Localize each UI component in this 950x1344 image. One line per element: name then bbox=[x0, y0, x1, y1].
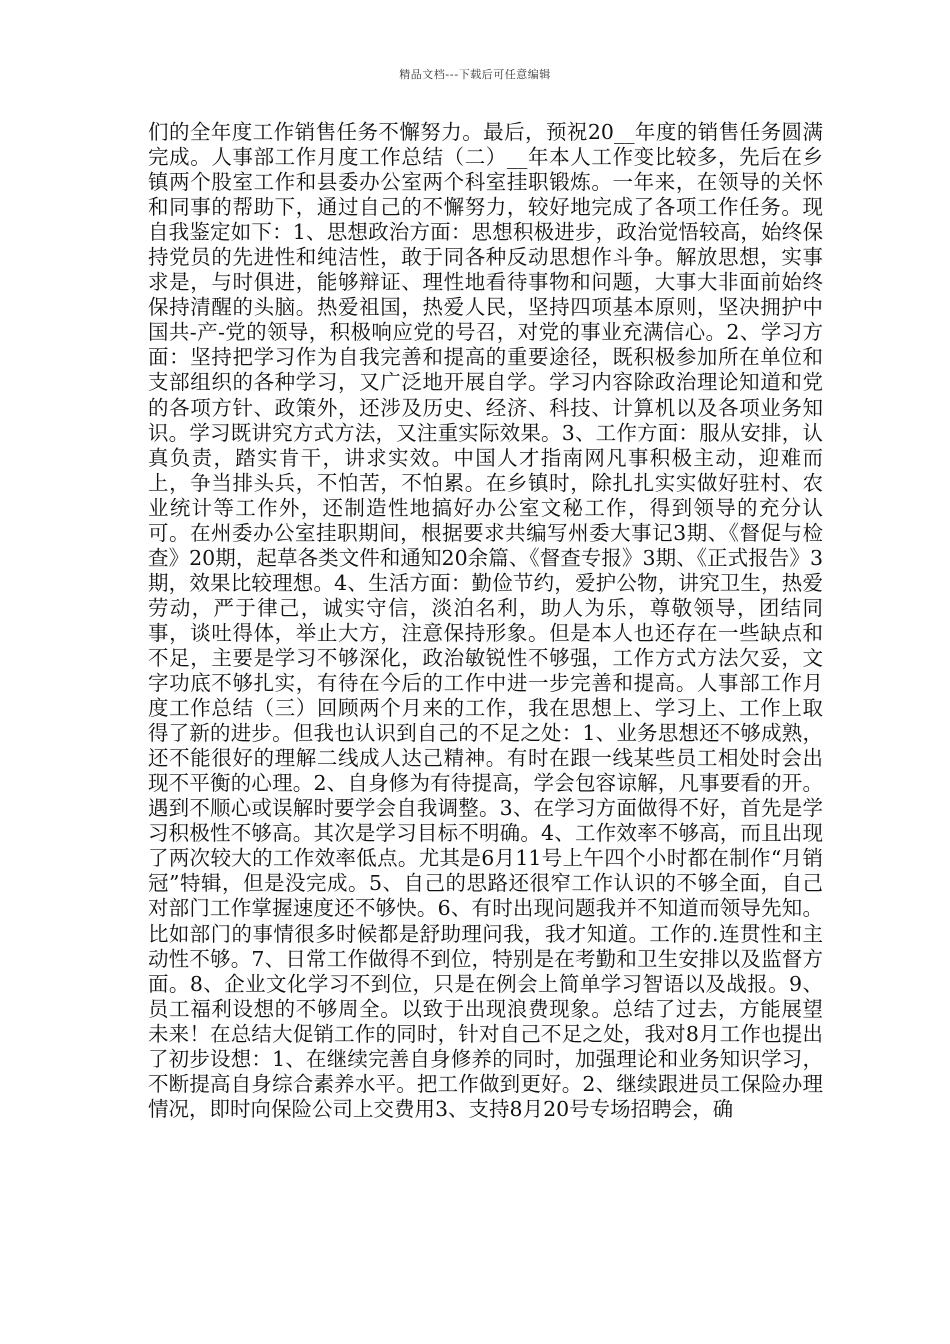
document-body-text: 们的全年度工作销售任务不懈努力。最后，预祝20__年度的销售任务圆满完成。人事部工作月度工作总结（二）__年本人工作变比较多，先后在乡镇两个股室工作和县委办公室两个科室挂职锻炼。一年来，在领导的关怀和同事的帮助下，通过自己的不懈努力，较好地完成了各项工作任务。现自我鉴定如下：1、思想政治方面：思想积极进步，政治觉悟较高，始终保持党员的先进性和纯洁性，敢于同各种反动思想作斗争。解放思想，实事求是，与时俱进，能够辩证、理性地看待事物和问题，大事大非面前始终保持清醒的头脑。热爱祖国，热爱人民，坚持四项基本原则，坚决拥护中国共-产-党的领导，积极响应党的号召，对党的事业充满信心。2、学习方面：坚持把学习作为自我完善和提高的重要途径，既积极参加所在单位和支部组织的各种学习，又广泛地开展自学。学习内容除政治理论知道和党的各项方针、政策外，还涉及历史、经济、科技、计算机以及各项业务知识。学习既讲究方式方法，又注重实际效果。3、工作方面：服从安排，认真负责，踏实肯干，讲求实效。中国人才指南网凡事积极主动，迎难而上，争当排头兵，不怕苦，不怕累。在乡镇时，除扎扎实实做好驻村、农业统计等工作外，还制造性地搞好办公室文秘工作，得到领导的充分认可。在州委办公室挂职期间，根据要求共编写州委大事记3期、《督促与检查》20期，起草各类文件和通知20余篇、《督查专报》3期、《正式报告》3期，效果比较理想。4、生活方面：勤俭节约，爱护公物，讲究卫生，热爱劳动，严于律己，诚实守信，淡泊名利，助人为乐，尊敬领导，团结同事，谈吐得体，举止大方，注意保持形象。但是本人也还存在一些缺点和不足，主要是学习不够深化，政治敏锐性不够强，工作方式方法欠妥，文字功底不够扎实，有待在今后的工作中进一步完善和提高。人事部工作月度工作总结（三）回顾两个月来的工作，我在思想上、学习上、工作上取得了新的进步。但我也认识到自己的不足之处：1、业务思想还不够成熟，还不能很好的理解二线成人达己精神。有时在跟一线某些员工相处时会出现不平衡的心理。2、自身修为有待提高，学会包容谅解，凡事要看的开。遇到不顺心或误解时要学会自我调整。3、在学习方面做得不好，首先是学习积极性不够高。其次是学习目标不明确。4、工作效率不够高，而且出现了两次较大的工作效率低点。尤其是6月11号上午四个小时都在制作“月销冠”特辑，但是没完成。5、自己的思路还很窄工作认识的不够全面，自己对部门工作掌握速度还不够快。6、有时出现问题我并不知道而领导先知。比如部门的事情很多时候都是舒助理问我，我才知道。工作的.连贯性和主动性不够。7、日常工作做得不到位，特别是在考勤和卫生安排以及监督方面。8、企业文化学习不到位，只是在例会上简单学习智语以及战报。9、员工福利设想的不够周全。以致于出现浪费现象。总结了过去，方能展望未来！在总结大促销工作的同时，针对自己不足之处，我对8月工作也提出了初步设想：1、在继续完善自身修养的同时，加强理论和业务知识学习，不断提高自身综合素养水平。把工作做到更好。2、继续跟进员工保险办理情况，即时向保险公司上交费用3、支持8月20号专场招聘会，确 bbox=[148, 120, 823, 1121]
page-header: 精品文档---下载后可任意编辑 bbox=[399, 68, 551, 81]
